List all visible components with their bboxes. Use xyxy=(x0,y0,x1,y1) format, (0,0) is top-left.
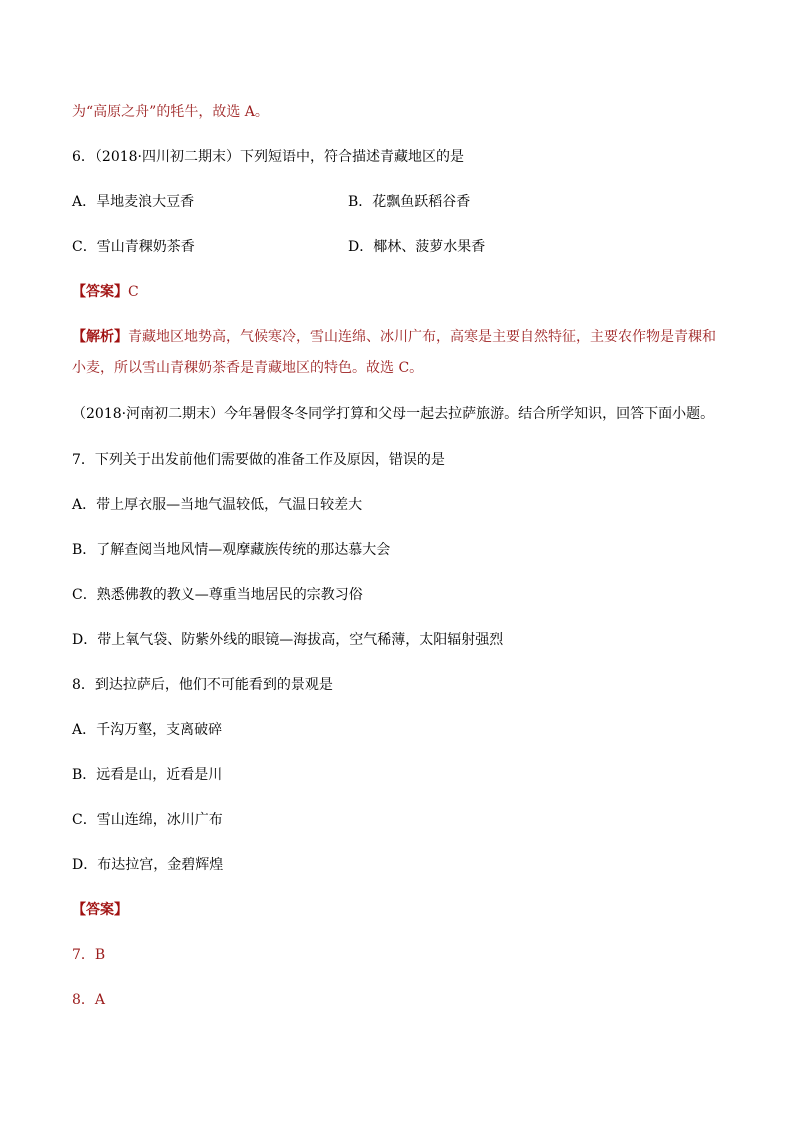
prev-analysis-tail: 为“高原之舟”的牦牛，故选 A。 xyxy=(72,104,269,120)
q8-option-a: A．千沟万壑，支离破碎 xyxy=(72,722,223,738)
q6-option-a: A．旱地麦浪大豆香 xyxy=(72,194,195,210)
q7-option-c: C．熟悉佛教的教义—尊重当地居民的宗教习俗 xyxy=(72,587,363,603)
q7-option-b: B．了解查阅当地风情—观摩藏族传统的那达慕大会 xyxy=(72,542,391,558)
q8-option-b: B．远看是山，近看是川 xyxy=(72,767,223,783)
answer-tag: 【答案】 xyxy=(72,284,128,300)
group-intro: （2018·河南初二期末）今年暑假冬冬同学打算和父母一起去拉萨旅游。结合所学知识，回答下面小题。 xyxy=(72,406,715,422)
q6-option-d: D．椰林、菠萝水果香 xyxy=(348,239,486,255)
q7-option-d: D．带上氧气袋、防紫外线的眼镜—海拔高，空气稀薄，太阳辐射强烈 xyxy=(72,632,504,648)
group-answer-7: 7．B xyxy=(72,947,106,963)
group-answer-tag xyxy=(72,901,128,919)
q8-option-c: C．雪山连绵，冰川广布 xyxy=(72,812,223,828)
analysis-text-1: 青藏地区地势高，气候寒冷，雪山连绵、冰川广布，高寒是主要自然特征，主要农作物是青稞和 xyxy=(128,329,716,345)
answer-tag: 【答案】 xyxy=(72,902,128,918)
q8-option-d: D．布达拉宫，金碧辉煌 xyxy=(72,857,224,873)
q6-stem: 6．（2018·四川初二期末）下列短语中，符合描述青藏地区的是 xyxy=(72,149,464,165)
answer-value: C xyxy=(128,284,139,300)
q6-option-b: B．花飘鱼跃稻谷香 xyxy=(348,194,471,210)
q6-analysis-line1 xyxy=(72,328,716,346)
q6-answer xyxy=(72,283,139,301)
q8-stem: 8．到达拉萨后，他们不可能看到的景观是 xyxy=(72,677,333,693)
analysis-tag: 【解析】 xyxy=(72,329,128,345)
q6-analysis-line2: 小麦，所以雪山青稞奶茶香是青藏地区的特色。故选 C。 xyxy=(72,360,424,376)
q7-stem: 7．下列关于出发前他们需要做的准备工作及原因，错误的是 xyxy=(72,452,445,468)
q6-options-row2 xyxy=(72,238,772,256)
q6-option-c: C．雪山青稞奶茶香 xyxy=(72,239,195,255)
q7-option-a: A．带上厚衣服—当地气温较低，气温日较差大 xyxy=(72,497,363,513)
q6-options-row1 xyxy=(72,193,772,211)
group-answer-8: 8．A xyxy=(72,992,106,1008)
